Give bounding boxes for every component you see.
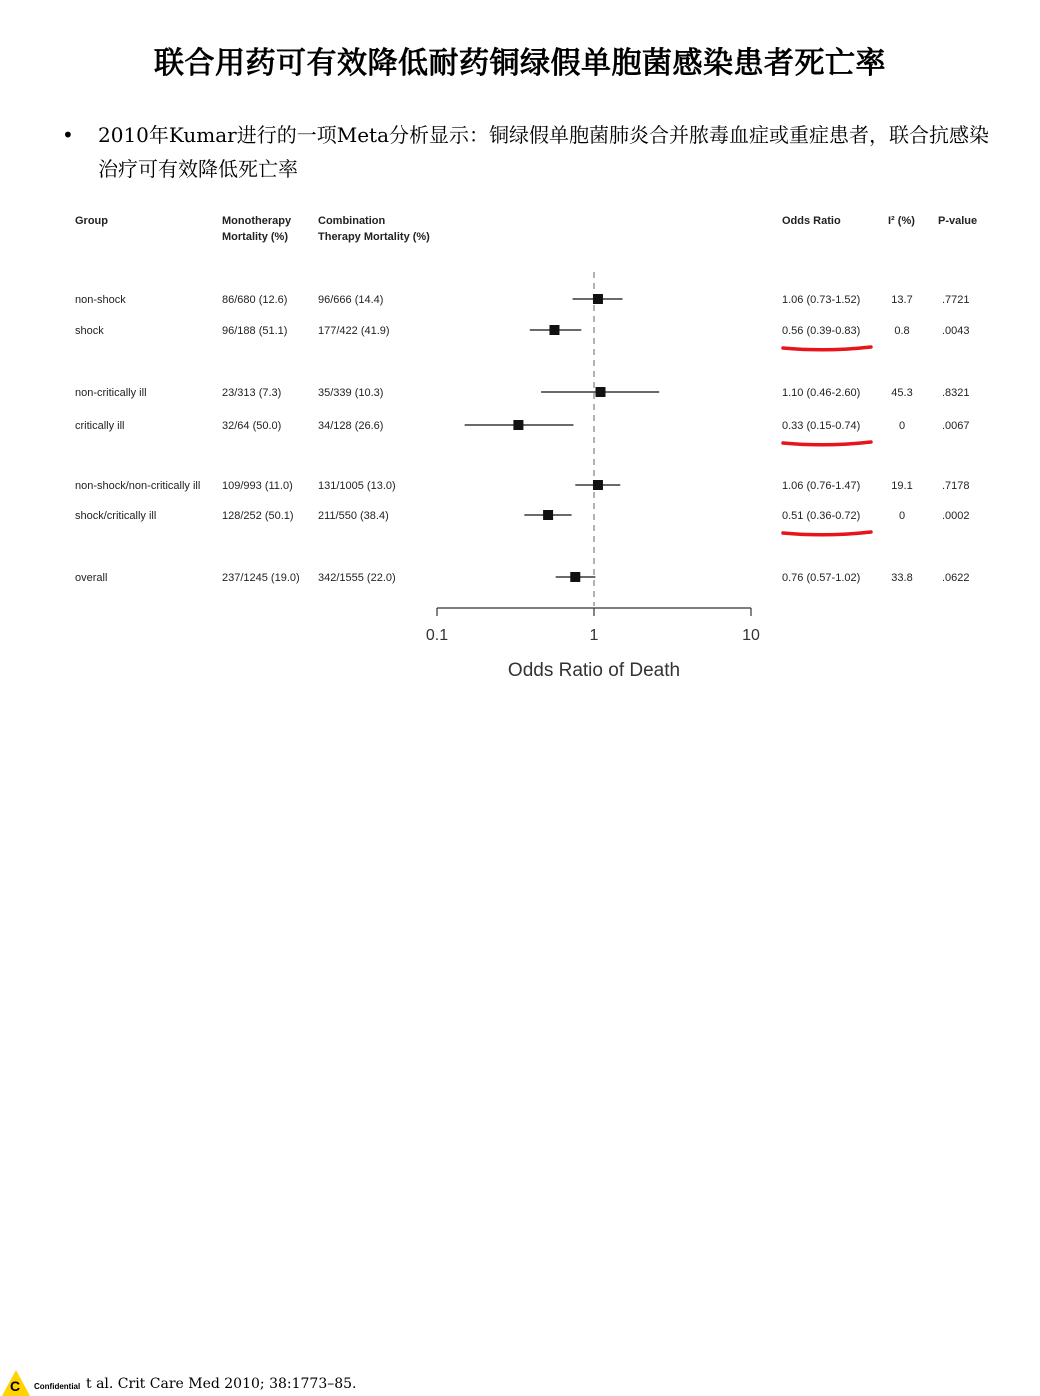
row-i2-value: 13.7: [891, 294, 913, 306]
x-axis-tick-label: 1: [589, 627, 599, 644]
odds-ratio-marker: [593, 294, 603, 304]
bullet-text: 2010年Kumar进行的一项Meta分析显示：铜绿假单胞菌肺炎合并脓毒血症或重症患者，联合抗感染治疗可有效降低死亡率: [98, 123, 990, 181]
highlight-underline: [783, 532, 871, 535]
row-i2-value: 19.1: [891, 480, 913, 492]
header-mono-1: Monotherapy: [222, 215, 292, 227]
odds-ratio-marker: [570, 572, 580, 582]
row-group-label: critically ill: [75, 420, 125, 432]
row-group-label: non-shock: [75, 294, 126, 306]
header-odds-ratio: Odds Ratio: [782, 215, 841, 227]
row-odds-ratio-text: 1.10 (0.46-2.60): [782, 387, 861, 399]
x-axis-tick-label: 0.1: [425, 627, 449, 644]
header-mono-2: Mortality (%): [222, 231, 288, 243]
row-group-label: non-shock/non-critically ill: [75, 480, 201, 492]
row-odds-ratio-text: 0.33 (0.15-0.74): [782, 420, 861, 432]
row-p-value: .8321: [942, 387, 970, 399]
row-p-value: .0043: [942, 325, 970, 337]
row-combo-value: 35/339 (10.3): [318, 387, 384, 399]
row-odds-ratio-text: 1.06 (0.73-1.52): [782, 294, 861, 306]
header-combo-1: Combination: [318, 215, 386, 227]
row-i2-value: 0: [898, 510, 906, 522]
highlight-underline: [783, 347, 871, 350]
row-i2-value: 0.8: [894, 325, 910, 337]
row-p-value: .0622: [942, 572, 970, 584]
row-mono-value: 109/993 (11.0): [222, 480, 293, 492]
row-combo-value: 211/550 (38.4): [318, 510, 389, 522]
footer: [0, 684, 400, 1394]
row-mono-value: 86/680 (12.6): [222, 294, 288, 306]
confidential-label: Confidential: [34, 1382, 81, 1391]
row-mono-value: 32/64 (50.0): [222, 420, 282, 432]
row-combo-value: 34/128 (26.6): [318, 420, 384, 432]
row-combo-value: 342/1555 (22.0): [318, 572, 396, 584]
x-axis-title: Odds Ratio of Death: [507, 660, 681, 681]
row-mono-value: 237/1245 (19.0): [222, 572, 300, 584]
row-mono-value: 23/313 (7.3): [222, 387, 282, 399]
header-group: Group: [75, 215, 108, 227]
row-group-label: shock: [75, 325, 104, 337]
row-i2-value: 0: [898, 420, 906, 432]
header-combo-2: Therapy Mortality (%): [318, 231, 430, 243]
odds-ratio-marker: [593, 480, 603, 490]
row-i2-value: 45.3: [891, 387, 913, 399]
odds-ratio-marker: [543, 510, 553, 520]
row-p-value: .0002: [942, 510, 970, 522]
x-axis-tick-label: 10: [742, 627, 760, 644]
logo-letter: C: [10, 1378, 21, 1394]
row-combo-value: 177/422 (41.9): [318, 325, 390, 337]
odds-ratio-marker: [595, 387, 605, 397]
slide-title: 联合用药可有效降低耐药铜绿假单胞菌感染患者死亡率: [154, 46, 886, 81]
row-group-label: overall: [75, 572, 108, 584]
row-odds-ratio-text: 1.06 (0.76-1.47): [782, 480, 861, 492]
row-odds-ratio-text: 0.51 (0.36-0.72): [782, 510, 861, 522]
row-p-value: .7721: [942, 294, 970, 306]
odds-ratio-marker: [513, 420, 523, 430]
row-p-value: .0067: [942, 420, 970, 432]
row-odds-ratio-text: 0.56 (0.39-0.83): [782, 325, 861, 337]
odds-ratio-marker: [549, 325, 559, 335]
row-combo-value: 96/666 (14.4): [318, 294, 384, 306]
row-combo-value: 131/1005 (13.0): [318, 480, 396, 492]
row-odds-ratio-text: 0.76 (0.57-1.02): [782, 572, 861, 584]
row-group-label: non-critically ill: [75, 387, 147, 399]
highlight-underline: [783, 442, 871, 445]
header-i2: I² (%): [888, 215, 915, 227]
citation: t al. Crit Care Med 2010; 38:1773–85.: [86, 1376, 357, 1392]
row-group-label: shock/critically ill: [75, 510, 157, 522]
row-mono-value: 96/188 (51.1): [222, 325, 288, 337]
row-i2-value: 33.8: [891, 572, 913, 584]
bullet-symbol: •: [62, 123, 74, 147]
row-mono-value: 128/252 (50.1): [222, 510, 294, 522]
row-p-value: .7178: [942, 480, 970, 492]
header-p-value: P-value: [938, 215, 978, 227]
